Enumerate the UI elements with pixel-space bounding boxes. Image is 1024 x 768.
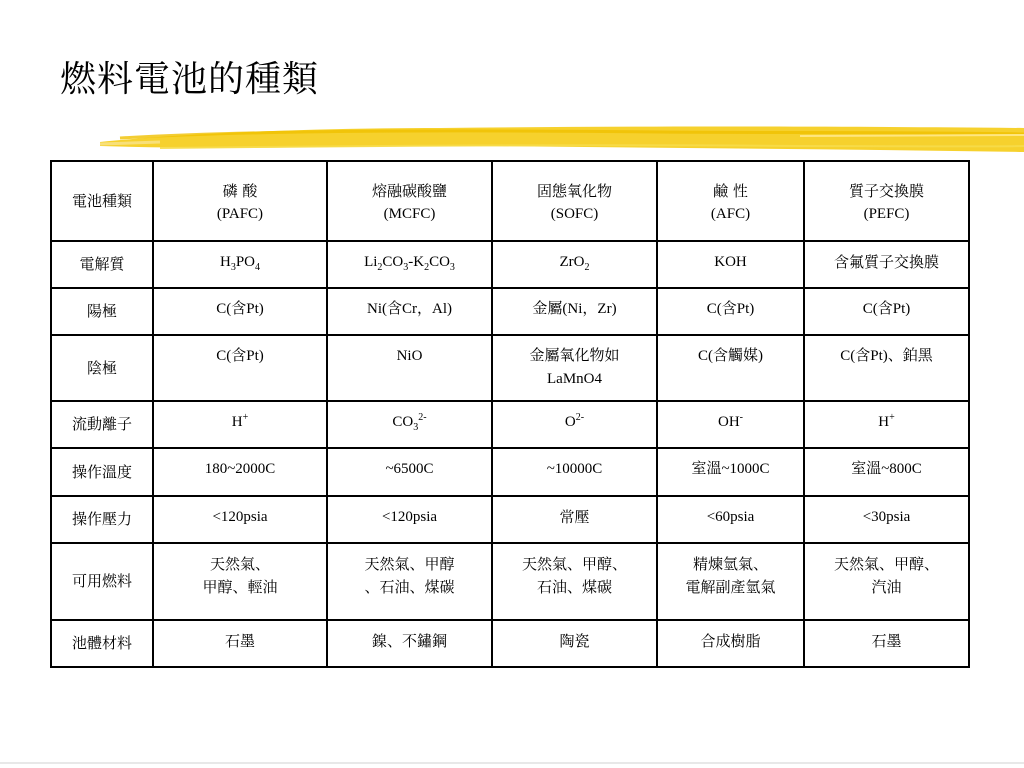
row-label-fuel: 可用燃料 bbox=[51, 543, 153, 620]
material-afc: 合成樹脂 bbox=[657, 620, 804, 667]
temperature-pefc: 室溫~800C bbox=[804, 448, 969, 496]
table-row-anode bbox=[51, 288, 969, 335]
electrolyte-afc: KOH bbox=[657, 241, 804, 288]
row-label-anode: 陽極 bbox=[51, 288, 153, 335]
header-pafc: 磷 酸 (PAFC) bbox=[153, 161, 327, 241]
header-sofc: 固態氧化物 (SOFC) bbox=[492, 161, 657, 241]
fuel-afc: 精煉氫氣、 電解副產氫氣 bbox=[657, 543, 804, 620]
row-label-electrolyte: 電解質 bbox=[51, 241, 153, 288]
pressure-mcfc: <120psia bbox=[327, 496, 492, 543]
table-row-cell-type bbox=[51, 161, 969, 241]
material-pafc: 石墨 bbox=[153, 620, 327, 667]
temperature-sofc: ~10000C bbox=[492, 448, 657, 496]
pressure-pafc: <120psia bbox=[153, 496, 327, 543]
table-row-fuel bbox=[51, 543, 969, 620]
cathode-pefc: C(含Pt)、鉑黑 bbox=[804, 335, 969, 401]
ion-mcfc: $CO_3^{2-}$ bbox=[327, 401, 492, 448]
ion-sofc: $O^{2-}$ bbox=[492, 401, 657, 448]
electrolyte-pefc: 含氟質子交換膜 bbox=[804, 241, 969, 288]
fuel-sofc: 天然氣、甲醇、 石油、煤碳 bbox=[492, 543, 657, 620]
table-row-electrolyte bbox=[51, 241, 969, 288]
material-pefc: 石墨 bbox=[804, 620, 969, 667]
cathode-sofc: 金屬氧化物如 LaMnO4 bbox=[492, 335, 657, 401]
row-label-pressure: 操作壓力 bbox=[51, 496, 153, 543]
electrolyte-mcfc: $Li_2CO_3-K_2CO_3$ bbox=[327, 241, 492, 288]
cathode-pafc: C(含Pt) bbox=[153, 335, 327, 401]
table-row-temperature bbox=[51, 448, 969, 496]
temperature-pafc: 180~2000C bbox=[153, 448, 327, 496]
anode-afc: C(含Pt) bbox=[657, 288, 804, 335]
row-label-cell-type: 電池種類 bbox=[51, 161, 153, 241]
temperature-afc: 室溫~1000C bbox=[657, 448, 804, 496]
row-label-body-material: 池體材料 bbox=[51, 620, 153, 667]
anode-sofc: 金屬(Ni，Zr) bbox=[492, 288, 657, 335]
fuel-pefc: 天然氣、甲醇、 汽油 bbox=[804, 543, 969, 620]
cathode-afc: C(含觸媒) bbox=[657, 335, 804, 401]
material-sofc: 陶瓷 bbox=[492, 620, 657, 667]
ion-afc: OH- bbox=[657, 401, 804, 448]
row-label-cathode: 陰極 bbox=[51, 335, 153, 401]
material-mcfc: 鎳、不鏽鋼 bbox=[327, 620, 492, 667]
electrolyte-pafc: $H_3PO_4$ bbox=[153, 241, 327, 288]
electrolyte-sofc: ZrO$_2$ bbox=[492, 241, 657, 288]
pressure-pefc: <30psia bbox=[804, 496, 969, 543]
cathode-mcfc: NiO bbox=[327, 335, 492, 401]
fuel-pafc: 天然氣、 甲醇、輕油 bbox=[153, 543, 327, 620]
ion-pefc: H+ bbox=[804, 401, 969, 448]
table-row-mobile-ion bbox=[51, 401, 969, 448]
table-row-pressure bbox=[51, 496, 969, 543]
table-row-body-material bbox=[51, 620, 969, 667]
highlighter-stroke bbox=[100, 116, 1024, 162]
row-label-mobile-ion: 流動離子 bbox=[51, 401, 153, 448]
row-label-temperature: 操作溫度 bbox=[51, 448, 153, 496]
slide-title: 燃料電池的種類 bbox=[60, 59, 320, 100]
anode-pefc: C(含Pt) bbox=[804, 288, 969, 335]
anode-mcfc: Ni(含Cr，Al) bbox=[327, 288, 492, 335]
fuel-cell-table bbox=[50, 160, 970, 668]
ion-pafc: H+ bbox=[153, 401, 327, 448]
bottom-rule bbox=[0, 762, 1024, 764]
fuel-mcfc: 天然氣、甲醇 、石油、煤碳 bbox=[327, 543, 492, 620]
pressure-afc: <60psia bbox=[657, 496, 804, 543]
anode-pafc: C(含Pt) bbox=[153, 288, 327, 335]
header-pefc: 質子交換膜 (PEFC) bbox=[804, 161, 969, 241]
table-row-cathode bbox=[51, 335, 969, 401]
header-afc: 鹼 性 (AFC) bbox=[657, 161, 804, 241]
temperature-mcfc: ~6500C bbox=[327, 448, 492, 496]
pressure-sofc: 常壓 bbox=[492, 496, 657, 543]
header-mcfc: 熔融碳酸鹽 (MCFC) bbox=[327, 161, 492, 241]
